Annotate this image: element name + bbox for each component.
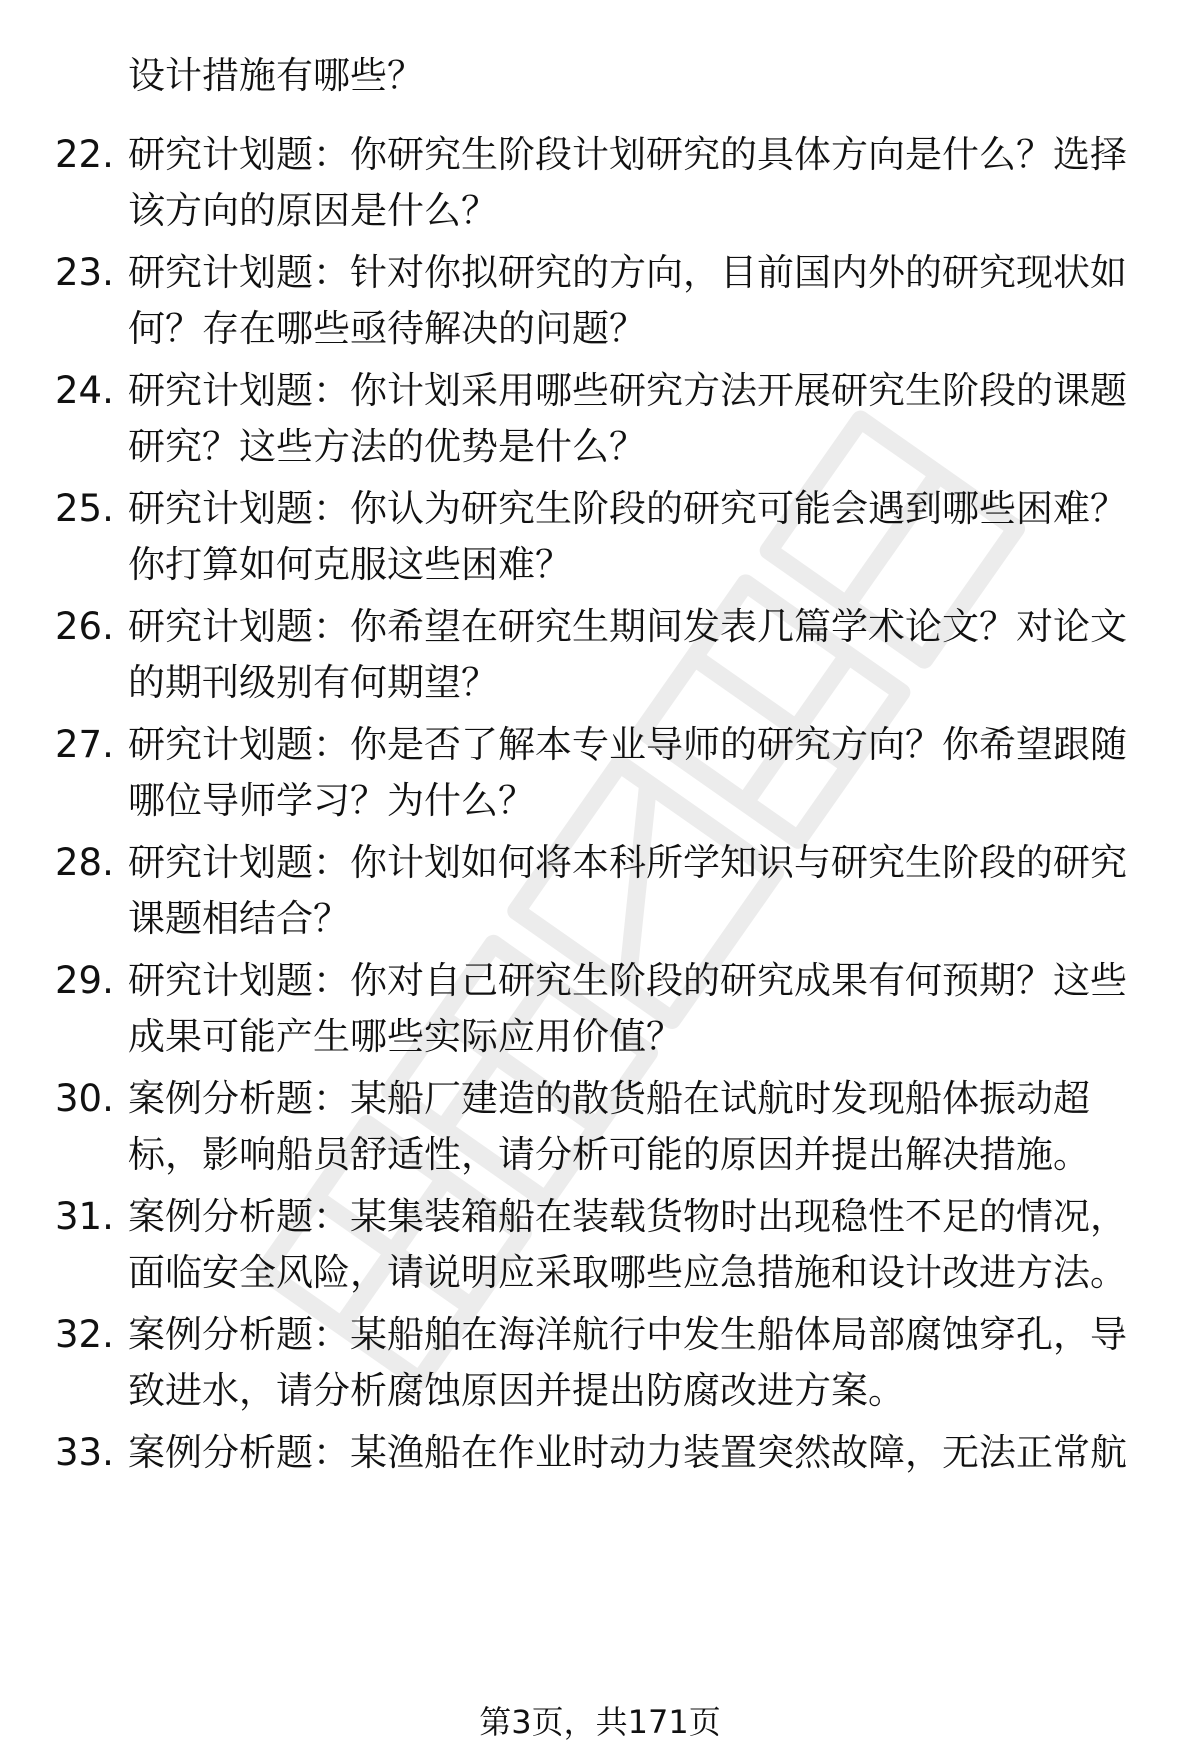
item-number: 23.: [55, 251, 114, 294]
item-number: 32.: [55, 1313, 114, 1356]
item-text: 研究计划题：你计划如何将本科所学知识与研究生阶段的研究课题相结合？: [128, 841, 1127, 940]
item-text: 研究计划题：你计划采用哪些研究方法开展研究生阶段的课题研究？这些方法的优势是什么？: [128, 369, 1127, 468]
item-number: 26.: [55, 605, 114, 648]
list-item: [55, 481, 1145, 593]
item-number: 22.: [55, 133, 114, 176]
list-item: [55, 717, 1145, 829]
item-text: 研究计划题：你希望在研究生期间发表几篇学术论文？对论文的期刊级别有何期望？: [128, 605, 1127, 704]
item-number: 27.: [55, 723, 114, 766]
item-text: 案例分析题：某船舶在海洋航行中发生船体局部腐蚀穿孔，导致进水，请分析腐蚀原因并提出防腐改进方案。: [128, 1313, 1127, 1412]
list-item: [55, 363, 1145, 475]
page-footer: 第3页，共171页: [479, 1703, 721, 1741]
item-number: 24.: [55, 369, 114, 412]
item-text: 研究计划题：你研究生阶段计划研究的具体方向是什么？选择该方向的原因是什么？: [128, 133, 1127, 232]
list-item: [55, 1071, 1145, 1183]
item-number: 25.: [55, 487, 114, 530]
item-text: 研究计划题：你对自己研究生阶段的研究成果有何预期？这些成果可能产生哪些实际应用价值？: [128, 959, 1127, 1058]
item-number: 31.: [55, 1195, 114, 1238]
list-item: [55, 599, 1145, 711]
item-text: 研究计划题：针对你拟研究的方向，目前国内外的研究现状如何？存在哪些亟待解决的问题？: [128, 251, 1127, 350]
item-number: 28.: [55, 841, 114, 884]
list-item: [55, 245, 1145, 357]
list-item: [55, 835, 1145, 947]
item-text: 案例分析题：某船厂建造的散货船在试航时发现船体振动超标，影响船员舒适性，请分析可能的原因并提出解决措施。: [128, 1077, 1090, 1176]
item-number: 33.: [55, 1431, 114, 1474]
item-text: 研究计划题：你是否了解本专业导师的研究方向？你希望跟随哪位导师学习？为什么？: [128, 723, 1127, 822]
list-item: [55, 127, 1145, 239]
list-item: [55, 1307, 1145, 1419]
continuation-text: 设计措施有哪些？: [128, 54, 424, 97]
list-item: [55, 1189, 1145, 1301]
list-item: [55, 1425, 1145, 1481]
list-item: [55, 953, 1145, 1065]
item-text: 案例分析题：某渔船在作业时动力装置突然故障，无法正常航: [128, 1431, 1127, 1474]
item-text: 研究计划题：你认为研究生阶段的研究可能会遇到哪些困难？你打算如何克服这些困难？: [128, 487, 1127, 586]
item-number: 30.: [55, 1077, 114, 1120]
item-number: 29.: [55, 959, 114, 1002]
item-text: 案例分析题：某集装箱船在装载货物时出现稳性不足的情况，面临安全风险，请说明应采取哪些应急措施和设计改进方法。: [128, 1195, 1127, 1294]
